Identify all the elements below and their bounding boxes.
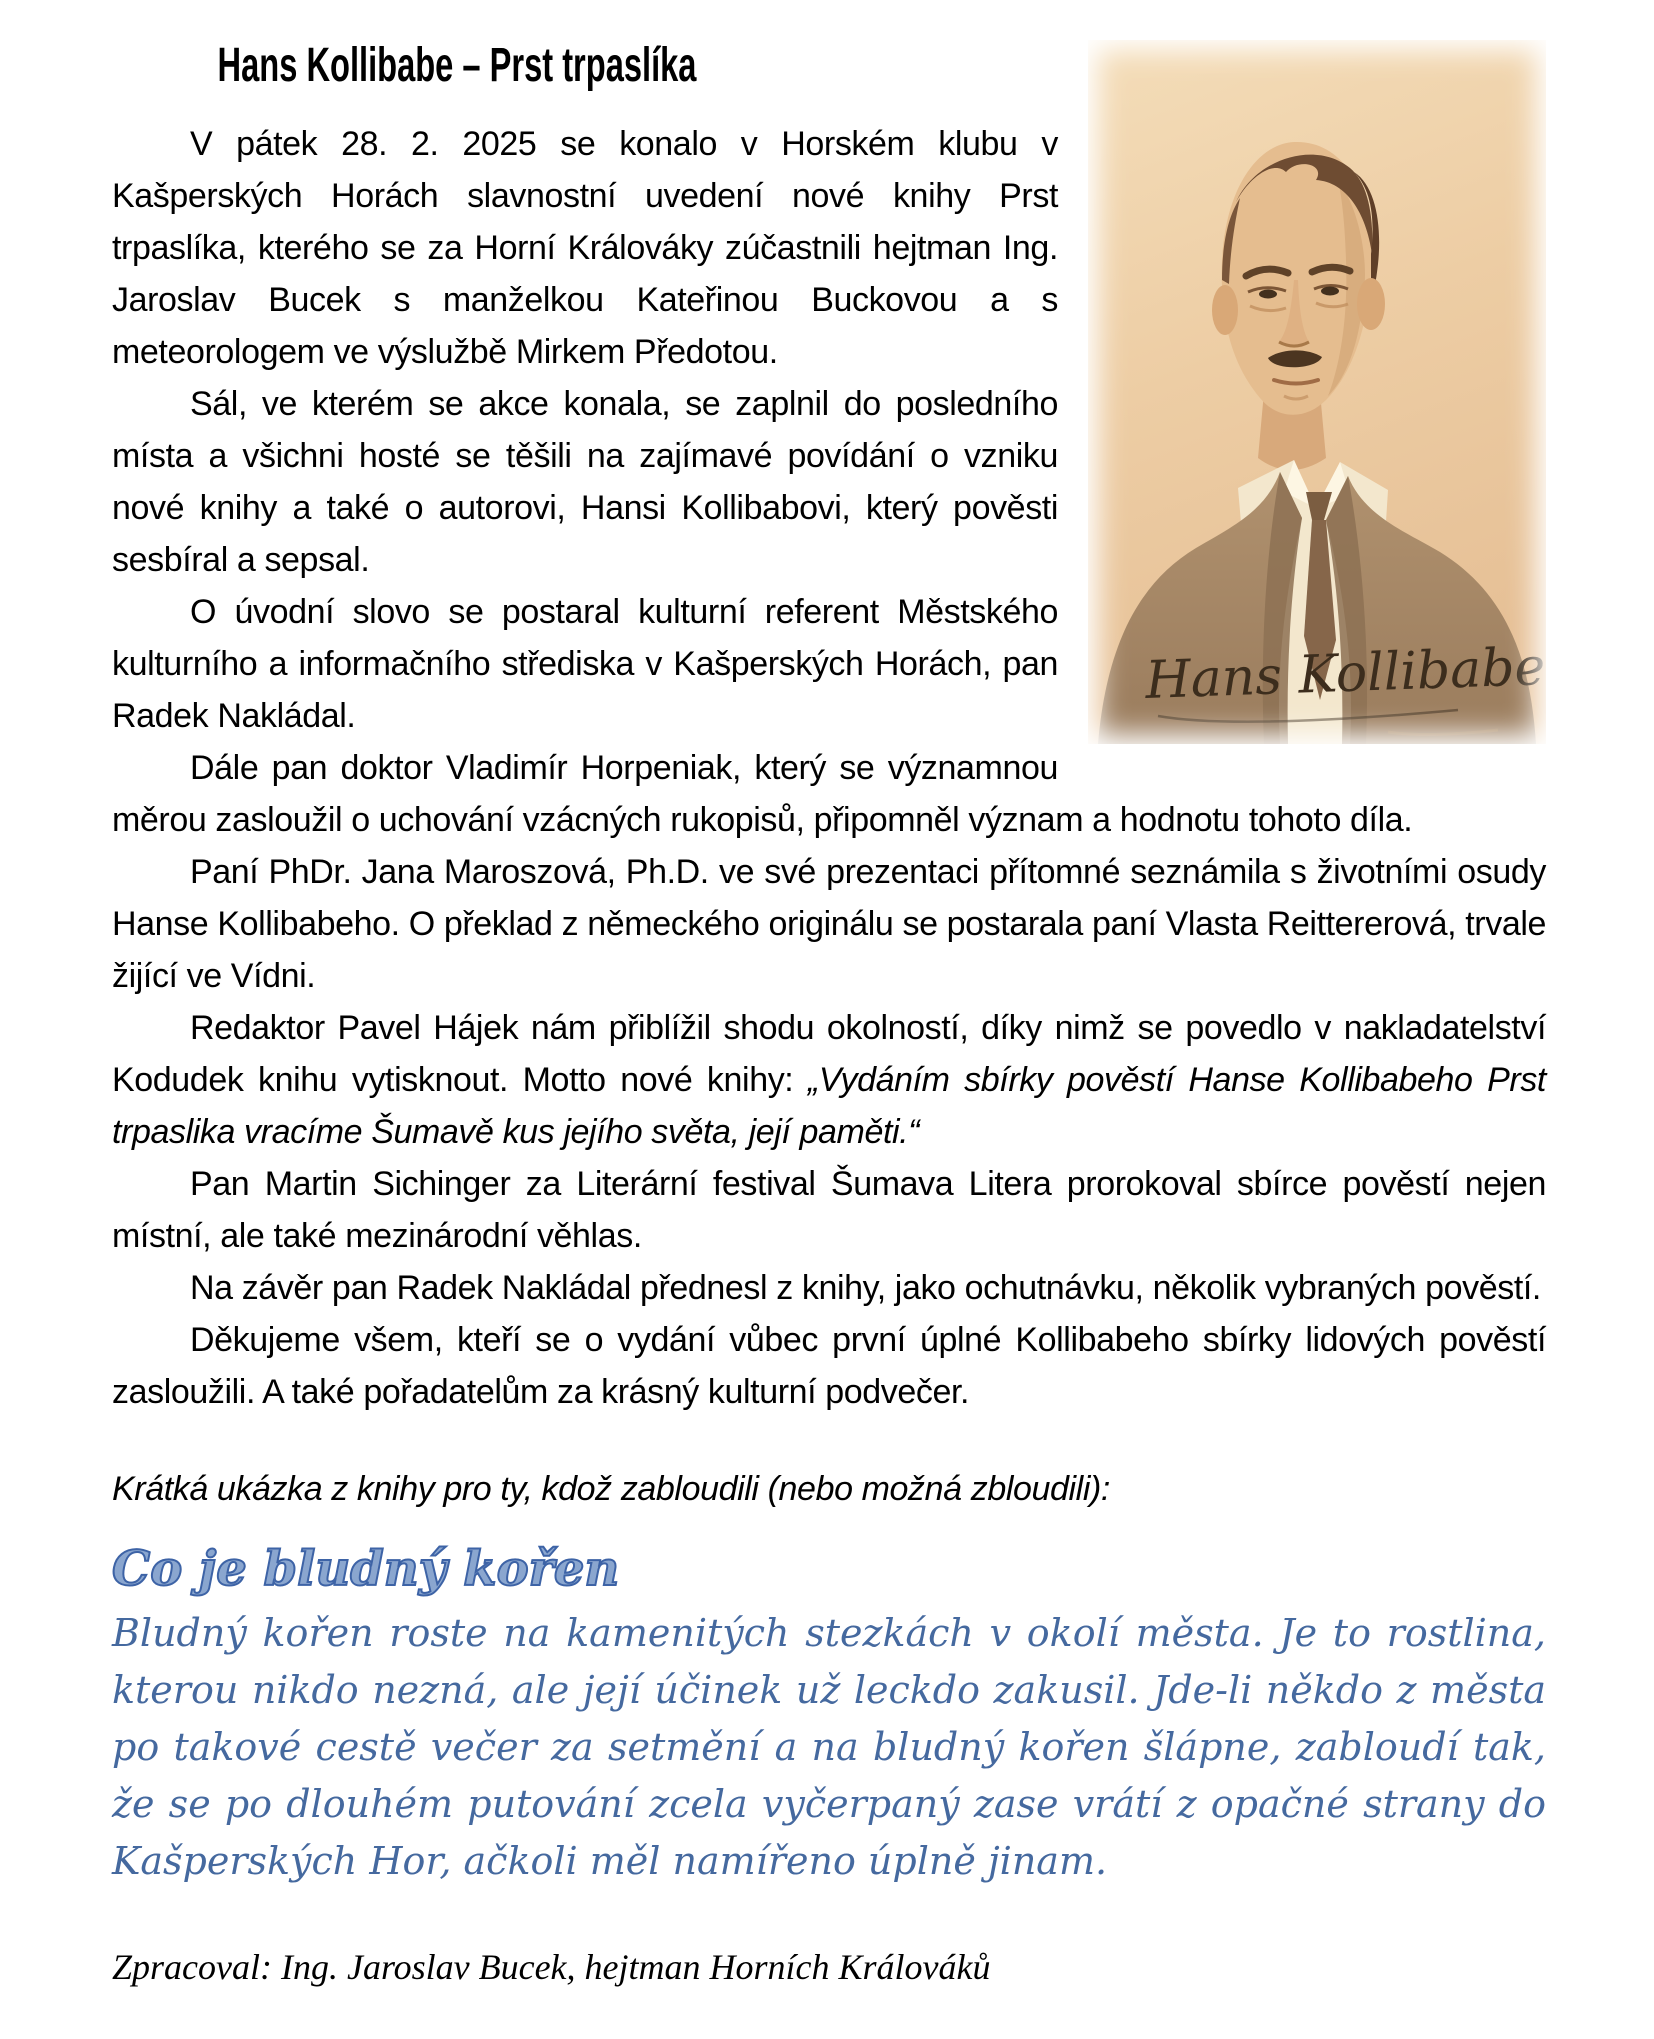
paragraph-7: Pan Martin Sichinger za Literární festival Šumava Litera prorokoval sbírce pověstí nejen místní, ale také mezinárodní věhlas.	[112, 1165, 1546, 1255]
paragraph-5: Paní PhDr. Jana Maroszová, Ph.D. ve své prezentaci přítomné seznámila s životními osudy Hanse Kollibabeho. O překlad z německého originálu se postarala paní Vlasta Reittererová, trvale žijící ve Vídni.	[112, 853, 1546, 995]
excerpt-intro: Krátká ukázka z knihy pro ty, kdož zabloudili (nebo možná zbloudili):	[112, 1470, 1110, 1508]
excerpt-heading: Co je bludný kořen	[112, 1541, 620, 1597]
page-title-block	[112, 36, 1546, 96]
page-title: Hans Kollibabe – Prst trpaslíka	[217, 39, 697, 92]
credit-line: Zpracoval: Ing. Jaroslav Bucek, hejtman Horních Králováků	[112, 1947, 991, 1987]
portrait-svg	[1088, 40, 1546, 744]
paragraph-6-text: Redaktor Pavel Hájek nám přiblížil shodu okolností, díky nimž se povedlo v nakladatelství Kodudek knihu vytisknout. Motto nové knihy:	[112, 1009, 1546, 1099]
portrait-photo	[1088, 40, 1546, 744]
paragraph-8: Na závěr pan Radek Nakládal přednesl z knihy, jako ochutnávku, několik vybraných pověstí.	[190, 1269, 1541, 1307]
paragraph-1: V pátek 28. 2. 2025 se konalo v Horském klubu v Kašperských Horách slavnostní uvedení nové knihy Prst trpaslíka, kterého se za Horní Králováky zúčastnili hejtman Ing. Jaroslav Bucek s manželkou Kateřinou Buckovou a s meteorologem ve výslužbě Mirkem Předotou.	[112, 125, 1058, 371]
paragraph-2: Sál, ve kterém se akce konala, se zaplnil do posledního místa a všichni hosté se těšili na zajímavé povídání o vzniku nové knihy a také o autorovi, Hansi Kollibabovi, který pověsti sesbíral a sepsal.	[112, 385, 1058, 579]
paragraph-6	[112, 1002, 1546, 1158]
motto-quote: „Vydáním sbírky pověstí Hanse Kollibabeho Prst trpaslika vracíme Šumavě kus jejího světa, její paměti.“	[112, 1061, 1546, 1151]
paragraph-9: Děkujeme všem, kteří se o vydání vůbec první úplné Kollibabeho sbírky lidových pověstí zasloužili. A také pořadatelům za krásný kulturní podvečer.	[112, 1321, 1546, 1411]
paragraph-4: Dále pan doktor Vladimír Horpeniak, který se významnou měrou zasloužil o uchování vzácných rukopisů, připomněl význam a hodnotu tohoto díla.	[112, 749, 1413, 839]
excerpt-body: Bludný kořen roste na kamenitých stezkách v okolí města. Je to rostlina, kterou nikdo nezná, ale její účinek už leckdo zakusil. Jde-li někdo z města po takové cestě večer za setmění a na bludný kořen šlápne, zabloudí tak, že se po dlouhém putování zcela vyčerpaný zase vrátí z opačné strany do Kašperských Hor, ačkoli měl namířeno úplně jinam.	[112, 1611, 1546, 1883]
signature-text: Hans Kollibabe	[1144, 637, 1546, 711]
paragraph-3: O úvodní slovo se postaral kulturní referent Městského kulturního a informačního střediska v Kašperských Horách, pan Radek Nakládal.	[112, 593, 1058, 735]
